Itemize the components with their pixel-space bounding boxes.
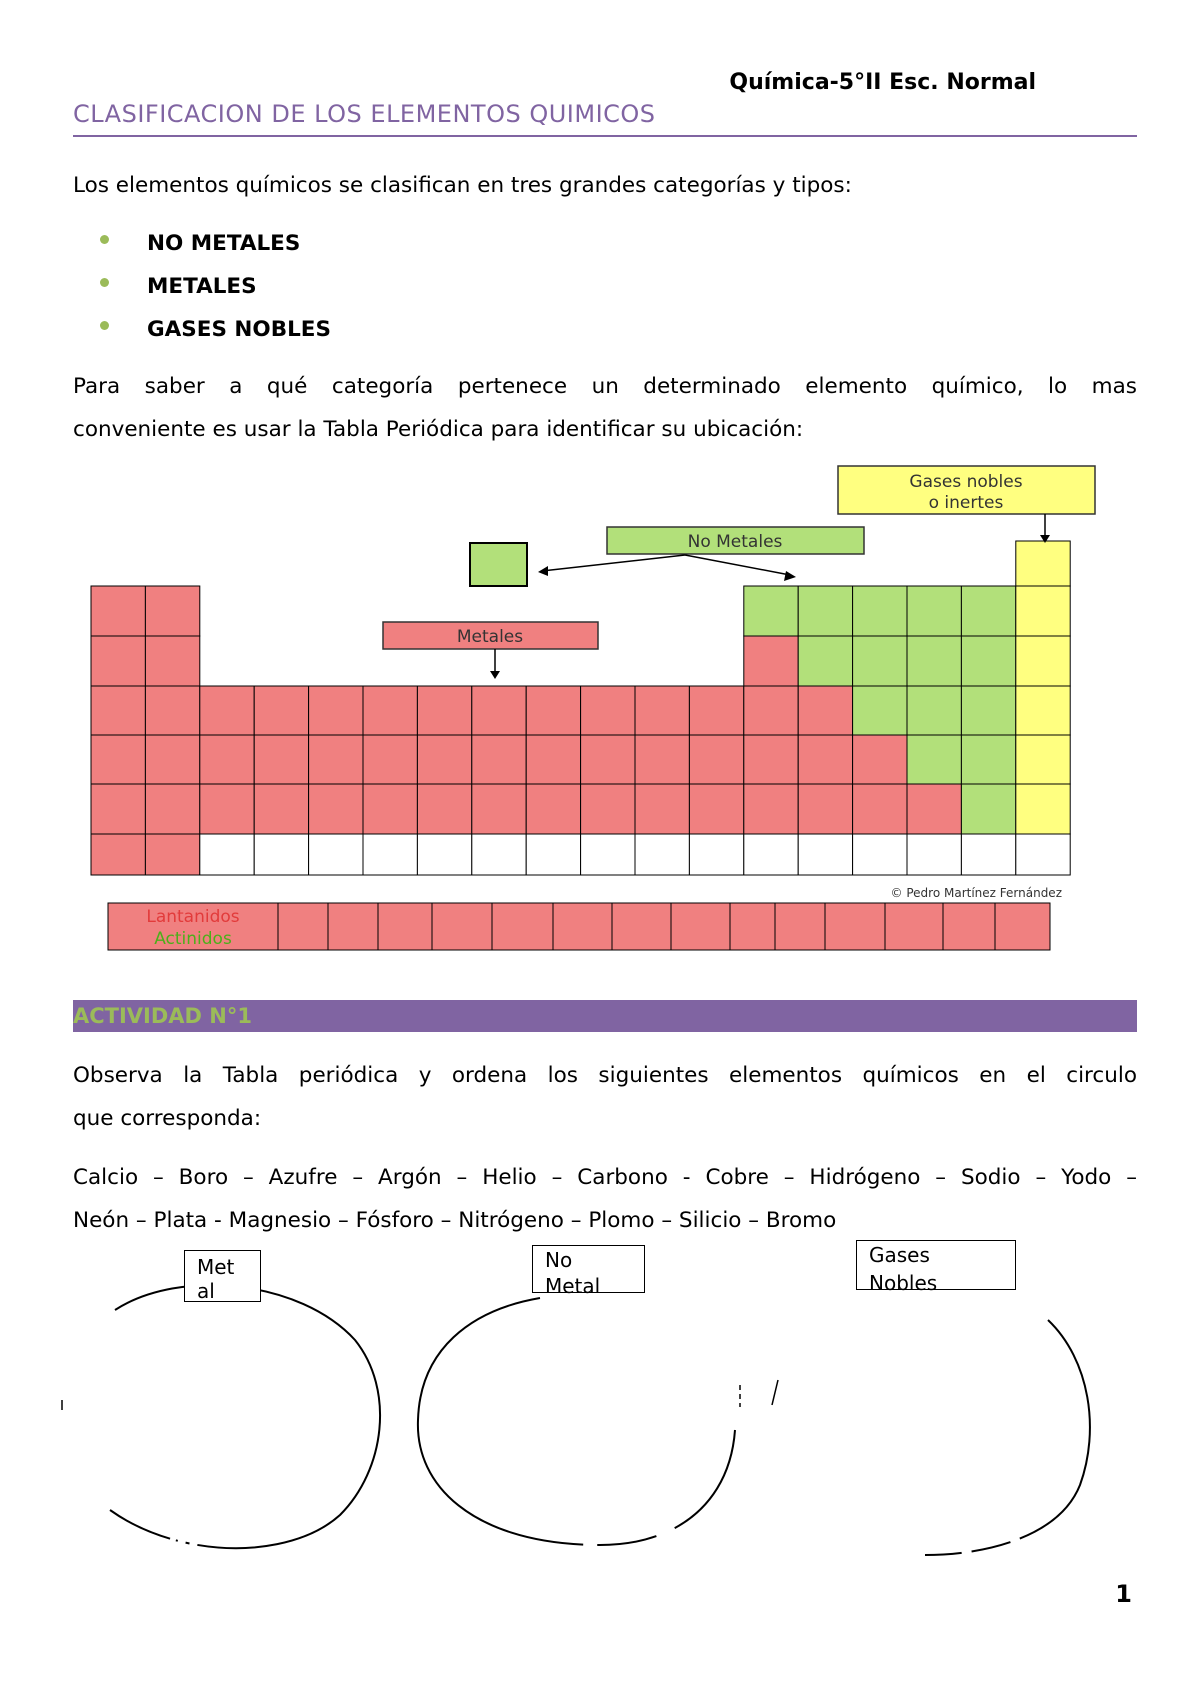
element-cell xyxy=(91,834,145,875)
element-cell xyxy=(254,784,308,834)
element-cell xyxy=(1016,541,1070,586)
element-cell xyxy=(145,686,199,735)
lanthanide-cell xyxy=(432,903,492,950)
element-cell xyxy=(853,784,907,834)
element-cell xyxy=(853,735,907,784)
element-cell xyxy=(961,636,1015,686)
list-item: NO METALES xyxy=(100,222,331,265)
element-cell xyxy=(417,735,471,784)
element-cell xyxy=(200,784,254,834)
circle-no-metal xyxy=(418,1298,735,1545)
lanthanide-cell xyxy=(328,903,378,950)
element-cell xyxy=(145,834,199,875)
metales-label: Metales xyxy=(456,627,524,647)
lanthanide-cell xyxy=(671,903,730,950)
element-cell xyxy=(1016,834,1070,875)
page-number: 1 xyxy=(1115,1580,1132,1608)
element-cell xyxy=(417,686,471,735)
element-cell xyxy=(581,686,635,735)
element-cell xyxy=(363,834,417,875)
element-cell xyxy=(635,834,689,875)
activity-instruction-line-1: Observa la Tabla periódica y ordena los siguientes elementos químicos en el circulo xyxy=(73,1063,1137,1088)
element-list-line-2: Neón – Plata - Magnesio – Fósforo – Nitrógeno – Plomo – Silicio – Bromo xyxy=(73,1208,837,1233)
element-cell xyxy=(1016,784,1070,834)
element-cell xyxy=(744,834,798,875)
element-cell xyxy=(581,784,635,834)
element-cell xyxy=(961,834,1015,875)
activity-instruction-line-2: que corresponda: xyxy=(73,1106,262,1131)
element-cell xyxy=(853,586,907,636)
element-cell xyxy=(907,686,961,735)
activity-title: ACTIVIDAD N°1 xyxy=(73,1004,252,1028)
element-cell xyxy=(1016,686,1070,735)
gases-nobles-label-line1: Gases nobles xyxy=(909,472,1023,492)
element-cell xyxy=(200,834,254,875)
element-cell xyxy=(744,586,798,636)
element-cell xyxy=(309,735,363,784)
lanthanide-cell xyxy=(378,903,432,950)
element-cell xyxy=(744,784,798,834)
element-cell xyxy=(526,784,580,834)
element-cell xyxy=(91,636,145,686)
element-cell xyxy=(907,586,961,636)
element-cell xyxy=(689,784,743,834)
lantanidos-label: Lantanidos xyxy=(146,907,240,927)
element-cell xyxy=(853,636,907,686)
element-cell xyxy=(581,834,635,875)
lanthanide-cell xyxy=(825,903,885,950)
element-cell xyxy=(853,686,907,735)
element-cell xyxy=(309,686,363,735)
element-cell xyxy=(363,784,417,834)
element-cell xyxy=(309,834,363,875)
element-cell xyxy=(472,735,526,784)
lanthanide-cell xyxy=(492,903,553,950)
element-cell xyxy=(907,735,961,784)
category-box-metal: Met al xyxy=(184,1250,261,1302)
element-cell xyxy=(472,686,526,735)
element-cell xyxy=(1016,735,1070,784)
element-cell xyxy=(417,784,471,834)
paragraph-line-1: Para saber a qué categoría pertenece un determinado elemento químico, lo mas xyxy=(73,374,1137,399)
element-cell xyxy=(581,735,635,784)
element-cell xyxy=(907,784,961,834)
element-cell xyxy=(798,636,852,686)
element-list-line-1: Calcio – Boro – Azufre – Argón – Helio – Carbono - Cobre – Hidrógeno – Sodio – Yodo – xyxy=(73,1165,1137,1190)
page-header: Química-5°II Esc. Normal xyxy=(729,70,1036,95)
lanthanide-cell xyxy=(943,903,995,950)
lanthanide-cell xyxy=(278,903,328,950)
element-cell xyxy=(472,784,526,834)
element-cell xyxy=(363,735,417,784)
list-item: GASES NOBLES xyxy=(100,308,331,351)
element-cell xyxy=(744,686,798,735)
element-cell xyxy=(961,784,1015,834)
element-cell xyxy=(689,735,743,784)
element-cell xyxy=(526,735,580,784)
circle-gases-nobles xyxy=(925,1320,1090,1555)
category-box-gases-nobles: Gases Nobles xyxy=(856,1240,1016,1290)
category-box-no-metal: No Metal xyxy=(532,1245,645,1293)
element-cell xyxy=(254,735,308,784)
paragraph-line-2: conveniente es usar la Tabla Periódica para identificar su ubicación: xyxy=(73,417,804,442)
element-cell xyxy=(961,735,1015,784)
periodic-table-cells xyxy=(91,541,1070,875)
element-cell xyxy=(798,784,852,834)
element-cell xyxy=(798,586,852,636)
intro-text: Los elementos químicos se clasifican en tres grandes categorías y tipos: xyxy=(73,173,852,198)
element-cell xyxy=(91,735,145,784)
element-cell xyxy=(91,686,145,735)
element-cell xyxy=(363,686,417,735)
element-cell xyxy=(417,834,471,875)
element-cell xyxy=(91,784,145,834)
element-cell xyxy=(961,686,1015,735)
lanthanide-cell xyxy=(612,903,671,950)
gases-nobles-label-line2: o inertes xyxy=(928,493,1004,513)
element-cell xyxy=(309,784,363,834)
element-cell xyxy=(798,686,852,735)
page-title: CLASIFICACION DE LOS ELEMENTOS QUIMICOS xyxy=(73,100,656,128)
lanthanide-cell xyxy=(553,903,612,950)
figure-credit: © Pedro Martínez Fernández xyxy=(890,886,1062,900)
lanthanide-cell xyxy=(885,903,943,950)
element-cell xyxy=(635,784,689,834)
element-cell xyxy=(145,586,199,636)
element-cell xyxy=(907,636,961,686)
element-cell xyxy=(145,735,199,784)
element-cell xyxy=(91,586,145,636)
element-cell xyxy=(744,636,798,686)
lanthanide-row xyxy=(108,903,1050,950)
element-cell xyxy=(689,834,743,875)
element-cell xyxy=(961,586,1015,636)
element-cell xyxy=(200,686,254,735)
element-cell xyxy=(689,686,743,735)
element-cell xyxy=(254,834,308,875)
lanthanide-cell xyxy=(730,903,775,950)
lanthanide-cell xyxy=(995,903,1050,950)
element-cell xyxy=(1016,586,1070,636)
element-cell xyxy=(526,834,580,875)
element-cell xyxy=(145,784,199,834)
element-cell xyxy=(744,735,798,784)
circle-metal xyxy=(110,1285,380,1548)
element-cell xyxy=(254,686,308,735)
nonmetal-sample-cell xyxy=(470,543,527,586)
element-cell xyxy=(1016,636,1070,686)
no-metales-label: No Metales xyxy=(687,532,783,552)
element-cell xyxy=(907,834,961,875)
element-cell xyxy=(853,834,907,875)
element-cell xyxy=(635,686,689,735)
element-cell xyxy=(472,834,526,875)
element-cell xyxy=(635,735,689,784)
element-cell xyxy=(145,636,199,686)
element-cell xyxy=(200,735,254,784)
element-cell xyxy=(798,834,852,875)
actinidos-label: Actinidos xyxy=(154,929,232,949)
lanthanide-cell xyxy=(775,903,825,950)
element-cell xyxy=(526,686,580,735)
element-cell xyxy=(798,735,852,784)
list-item: METALES xyxy=(100,265,331,308)
